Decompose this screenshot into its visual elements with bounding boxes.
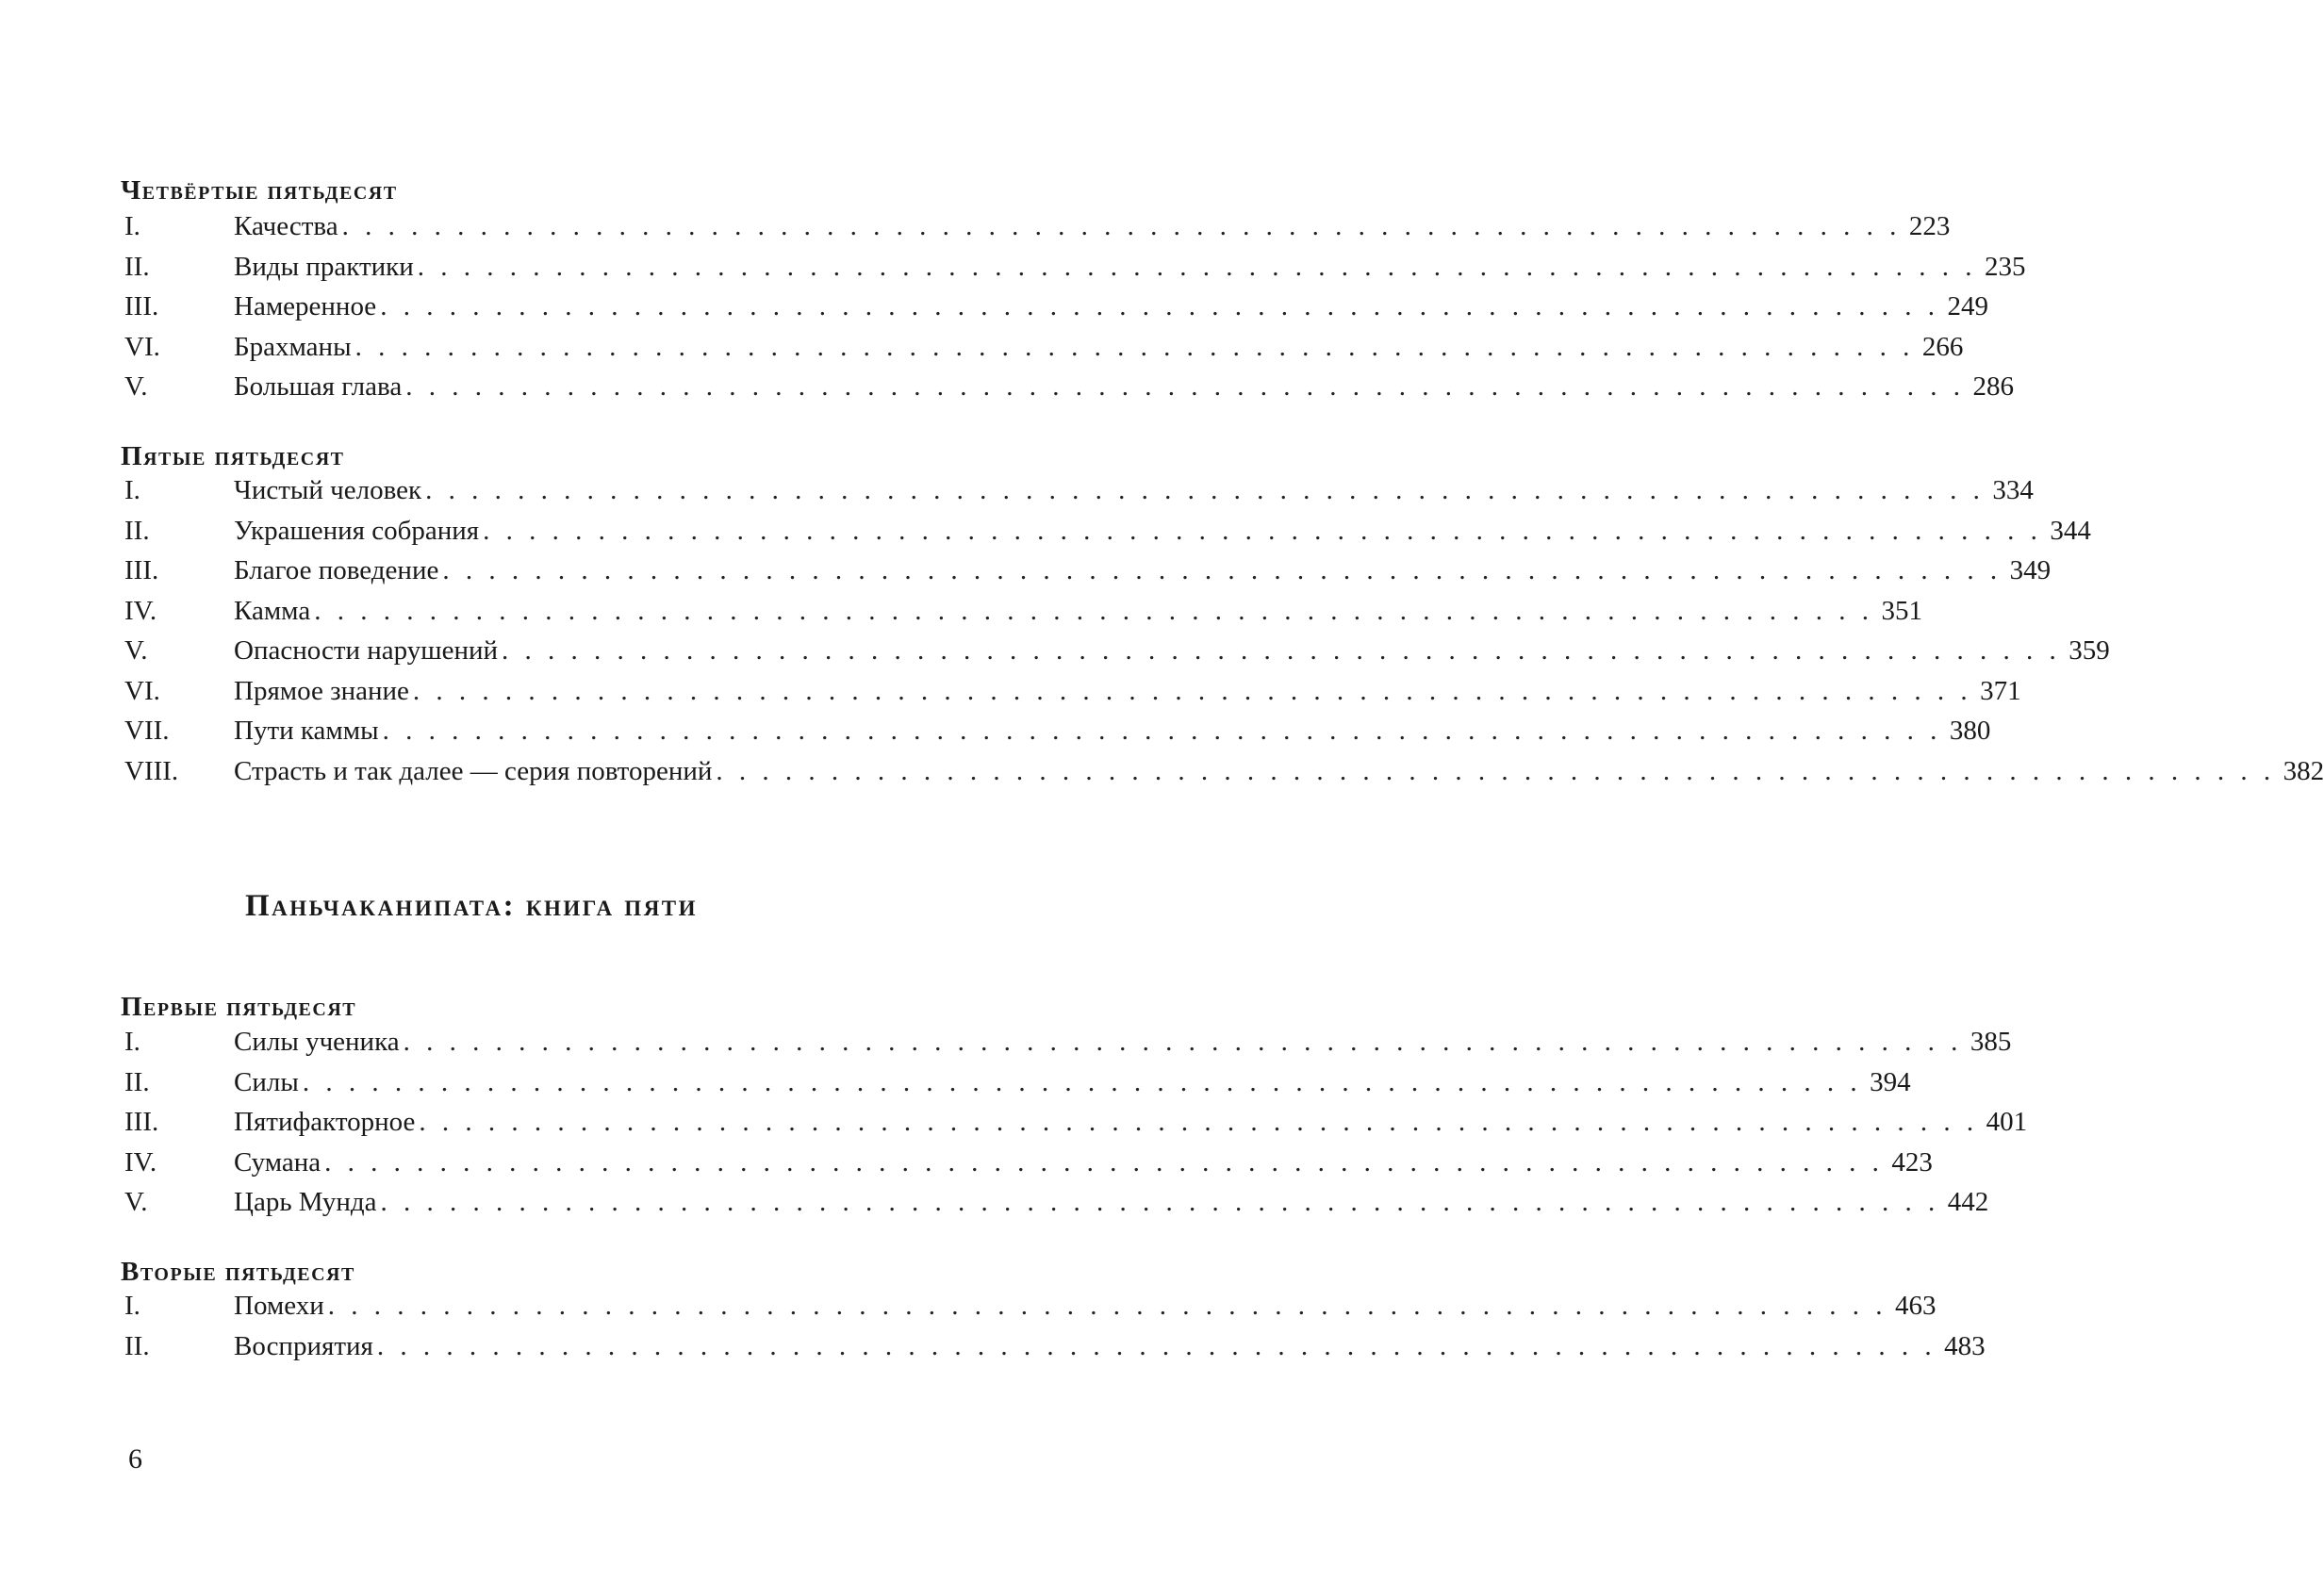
dot-leader: . . . . . . . . . . . . . . . . . . . . . . . . . . . . . . . . . . . . . . . . . . . . . . . . . . . . . . . . . . . . . . . . . . . . (341, 211, 1902, 241)
toc-row (0, 551, 2052, 591)
entry-number: III. (124, 555, 159, 585)
entry-title: Пути каммы (234, 716, 379, 746)
toc-entry (234, 206, 1951, 246)
entry-title: Силы ученика (234, 1027, 400, 1057)
entry-page: 344 (2050, 515, 2091, 546)
entry-page: 382 (2283, 755, 2324, 786)
entry-number: V. (124, 1187, 148, 1217)
toc-row (0, 206, 1951, 247)
entry-page: 423 (1891, 1146, 1933, 1178)
toc-entry (234, 511, 2091, 551)
section-heading: Первые пятьдесят (121, 992, 357, 1022)
toc-entry (234, 1326, 1986, 1366)
toc-row (0, 671, 2021, 712)
entry-title: Виды практики (234, 251, 414, 282)
entry-number: VI. (124, 331, 160, 362)
entry-page: 349 (2009, 555, 2052, 585)
toc-row (0, 751, 2324, 792)
toc-entry (234, 1286, 1937, 1326)
toc-row (0, 511, 2091, 552)
entry-page: 286 (1972, 371, 2014, 402)
dot-leader: . . . . . . . . . . . . . . . . . . . . . . . . . . . . . . . . . . . . . . . . . . . . . . . . . . . . . . . . . . . . . . . . . . . . (417, 251, 1977, 282)
dot-leader: . . . . . . . . . . . . . . . . . . . . . . . . . . . . . . . . . . . . . . . . . . . . . . . . . . . . . . . . . . . . . . . . . . . . (419, 1107, 1979, 1137)
entry-page: 223 (1908, 211, 1951, 241)
entry-page: 371 (1980, 675, 2021, 706)
section-heading: Вторые пятьдесят (121, 1257, 355, 1287)
dot-leader: . . . . . . . . . . . . . . . . . . . . . . . . . . . . . . . . . . . . . . . . . . . . . . . . . . . . . . . . . . . . . . . . . . . . (354, 331, 1915, 362)
toc-row (0, 327, 1964, 368)
entry-number: II. (124, 251, 150, 282)
toc-entry (234, 287, 1988, 326)
toc-entry (234, 1062, 1911, 1102)
entry-title: Намеренное (234, 291, 377, 321)
entry-title: Пятифакторное (234, 1107, 416, 1137)
entry-number: VII. (124, 716, 170, 746)
dot-leader: . . . . . . . . . . . . . . . . . . . . . . . . . . . . . . . . . . . . . . . . . . . . . . . . . . . . . . . . . . . . . . . . . . . . (302, 1066, 1862, 1097)
entry-title: Качества (234, 211, 338, 241)
entry-number: V. (124, 635, 148, 666)
toc-entry (234, 1022, 2012, 1062)
toc-entry (234, 751, 2324, 791)
entry-page: 401 (1986, 1107, 2028, 1137)
toc-list (0, 1286, 1986, 1366)
toc-list (0, 206, 2026, 407)
entry-title: Опасности нарушений (234, 635, 499, 666)
toc-entry (234, 591, 1922, 631)
dot-leader: . . . . . . . . . . . . . . . . . . . . . . . . . . . . . . . . . . . . . . . . . . . . . . . . . . . . . . . . . . . . . . . . . . . . (412, 675, 1972, 706)
toc-entry (234, 671, 2021, 711)
entry-title: Царь Мунда (234, 1187, 377, 1217)
entry-title: Чистый человек (234, 475, 422, 505)
section-heading: Пятые пятьдесят (121, 441, 345, 471)
page-number: 6 (128, 1443, 142, 1474)
dot-leader: . . . . . . . . . . . . . . . . . . . . . . . . . . . . . . . . . . . . . . . . . . . . . . . . . . . . . . . . . . . . . . . . . . . . (442, 555, 2003, 585)
toc-entry (234, 1182, 1989, 1222)
entry-number: II. (124, 1066, 150, 1097)
entry-number: IV. (124, 595, 157, 626)
toc-entry (234, 711, 1991, 750)
entry-page: 351 (1881, 595, 1922, 626)
toc-list (0, 1022, 2028, 1223)
entry-title: Страсть и так далее — серия повторений (234, 755, 713, 786)
entry-title: Брахманы (234, 331, 352, 362)
entry-page: 483 (1944, 1330, 1986, 1361)
toc-row (0, 1102, 2028, 1143)
toc-row (0, 287, 1988, 327)
dot-leader: . . . . . . . . . . . . . . . . . . . . . . . . . . . . . . . . . . . . . . . . . . . . . . . . . . . . . . . . . . . . . . . . . . . . (314, 595, 1873, 626)
dot-leader: . . . . . . . . . . . . . . . . . . . . . . . . . . . . . . . . . . . . . . . . . . . . . . . . . . . . . . . . . . . . . . . . . . . . (380, 1187, 1940, 1217)
toc-row (0, 1286, 1937, 1326)
entry-title: Помехи (234, 1291, 324, 1321)
dot-leader: . . . . . . . . . . . . . . . . . . . . . . . . . . . . . . . . . . . . . . . . . . . . . . . . . . . . . . . . . . . . . . . . . . . . (380, 291, 1939, 321)
dot-leader: . . . . . . . . . . . . . . . . . . . . . . . . . . . . . . . . . . . . . . . . . . . . . . . . . . . . . . . . . . . . . . . . . . . . (716, 755, 2276, 786)
toc-entry (234, 1102, 2028, 1142)
section-heading: Четвёртые пятьдесят (121, 175, 398, 206)
entry-number: V. (124, 371, 148, 402)
dot-leader: . . . . . . . . . . . . . . . . . . . . . . . . . . . . . . . . . . . . . . . . . . . . . . . . . . . . . . . . . . . . . . . . . . . . (405, 371, 1965, 402)
toc-entry (234, 1143, 1933, 1182)
entry-number: I. (124, 211, 140, 241)
entry-page: 380 (1949, 716, 1991, 746)
toc-entry (234, 247, 2026, 287)
dot-leader: . . . . . . . . . . . . . . . . . . . . . . . . . . . . . . . . . . . . . . . . . . . . . . . . . . . . . . . . . . . . . . . . . . . . (483, 515, 2042, 546)
toc-row (0, 1143, 1933, 1183)
entry-title: Силы (234, 1066, 299, 1097)
entry-title: Большая глава (234, 371, 403, 402)
entry-title: Камма (234, 595, 311, 626)
entry-page: 385 (1970, 1027, 2012, 1057)
entry-page: 442 (1947, 1187, 1989, 1217)
toc-row (0, 367, 2014, 407)
entry-number: I. (124, 1291, 140, 1321)
dot-leader: . . . . . . . . . . . . . . . . . . . . . . . . . . . . . . . . . . . . . . . . . . . . . . . . . . . . . . . . . . . . . . . . . . . . (502, 635, 2061, 666)
dot-leader: . . . . . . . . . . . . . . . . . . . . . . . . . . . . . . . . . . . . . . . . . . . . . . . . . . . . . . . . . . . . . . . . . . . . (376, 1330, 1937, 1361)
entry-page: 235 (1985, 251, 2026, 282)
dot-leader: . . . . . . . . . . . . . . . . . . . . . . . . . . . . . . . . . . . . . . . . . . . . . . . . . . . . . . . . . . . . . . . . . . . . (382, 716, 1942, 746)
entry-number: III. (124, 1107, 159, 1137)
entry-page: 463 (1895, 1291, 1937, 1321)
entry-title: Восприятия (234, 1330, 373, 1361)
entry-title: Благое поведение (234, 555, 439, 585)
toc-row (0, 1182, 1989, 1223)
dot-leader: . . . . . . . . . . . . . . . . . . . . . . . . . . . . . . . . . . . . . . . . . . . . . . . . . . . . . . . . . . . . . . . . . . . . (403, 1027, 1963, 1057)
entry-page: 334 (1992, 475, 2034, 505)
toc-row (0, 470, 2034, 511)
toc-entry (234, 551, 2052, 590)
toc-row (0, 1326, 1986, 1367)
entry-page: 266 (1921, 331, 1964, 362)
entry-page: 249 (1947, 291, 1988, 321)
toc-row (0, 1062, 1911, 1103)
book-title: Паньчаканипата: книга пяти (244, 889, 699, 923)
entry-number: VI. (124, 675, 160, 706)
entry-number: I. (124, 475, 140, 505)
entry-page: 394 (1870, 1066, 1911, 1097)
entry-number: II. (124, 1330, 150, 1361)
dot-leader: . . . . . . . . . . . . . . . . . . . . . . . . . . . . . . . . . . . . . . . . . . . . . . . . . . . . . . . . . . . . . . . . . . . . (425, 475, 1985, 505)
toc-list (0, 470, 2324, 791)
entry-number: II. (124, 515, 150, 546)
toc-row (0, 631, 2110, 671)
toc-entry (234, 367, 2014, 406)
toc-row (0, 591, 1922, 632)
entry-number: VIII. (124, 755, 179, 786)
entry-number: I. (124, 1027, 140, 1057)
entry-number: IV. (124, 1146, 157, 1178)
entry-page: 359 (2069, 635, 2110, 666)
entry-number: III. (124, 291, 159, 321)
toc-row (0, 1022, 2012, 1062)
dot-leader: . . . . . . . . . . . . . . . . . . . . . . . . . . . . . . . . . . . . . . . . . . . . . . . . . . . . . . . . . . . . . . . . . . . . (324, 1146, 1884, 1178)
toc-entry (234, 327, 1964, 367)
toc-row (0, 247, 2026, 288)
dot-leader: . . . . . . . . . . . . . . . . . . . . . . . . . . . . . . . . . . . . . . . . . . . . . . . . . . . . . . . . . . . . . . . . . . . . (327, 1291, 1887, 1321)
toc-entry (234, 470, 2034, 510)
entry-title: Сумана (234, 1146, 321, 1178)
toc-row (0, 711, 1991, 751)
toc-entry (234, 631, 2110, 670)
entry-title: Украшения собрания (234, 515, 480, 546)
entry-title: Прямое знание (234, 675, 409, 706)
